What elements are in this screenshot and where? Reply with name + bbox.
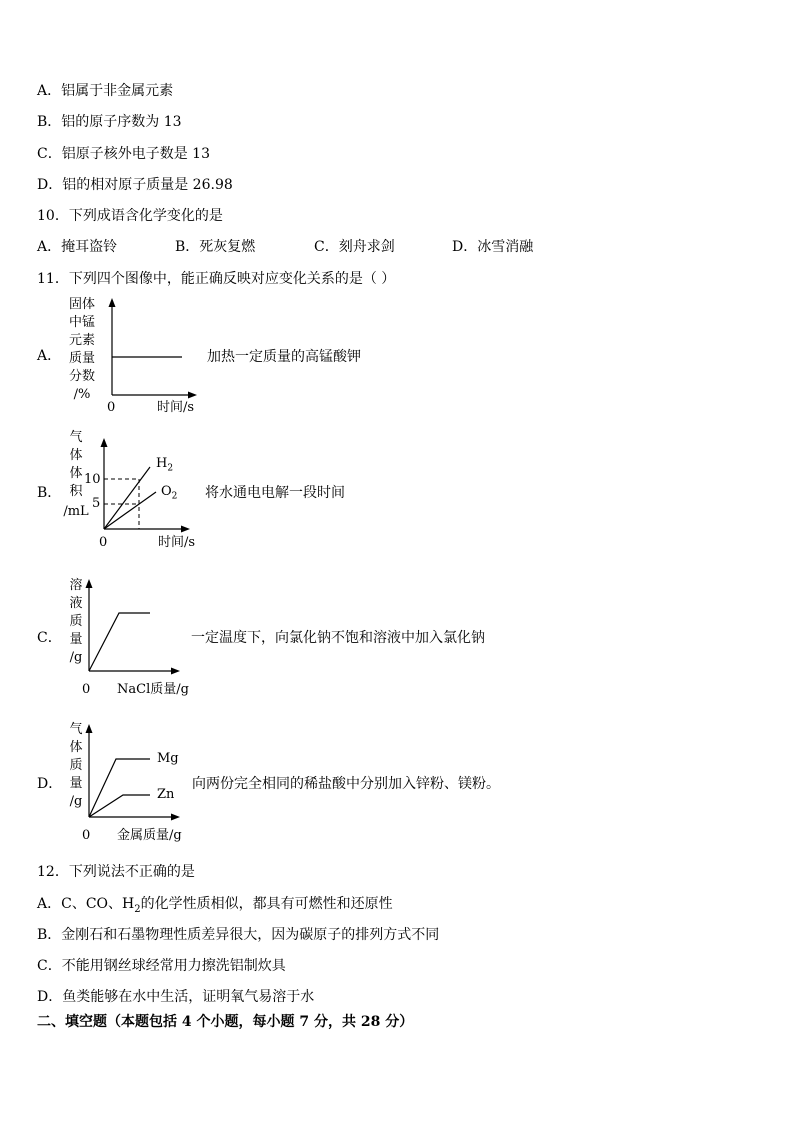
q10-option-d: D．冰雪消融 [452, 239, 534, 255]
q11-d-origin: 0 [82, 828, 91, 843]
q11-c-ylabel-line: /g [69, 650, 83, 665]
q11-a-xlabel: 时间/s [157, 400, 195, 415]
q11-c-description: 一定温度下，向氯化钠不饱和溶液中加入氯化钠 [191, 630, 485, 646]
q12-option-d: D．鱼类能够在水中生活，证明氧气易溶于水 [37, 989, 315, 1005]
q11-d-x-arrow [171, 814, 180, 821]
q11-c-ylabel-line: 质 [69, 614, 83, 629]
q10-option-c: C．刻舟求剑 [314, 239, 395, 255]
q9-option-c: C．铝原子核外电子数是 13 [37, 146, 210, 162]
q11-option-d-label: D． [37, 776, 63, 792]
q11-option-b-label: B． [37, 485, 62, 501]
q11-a-ylabel-line: 固体 [68, 297, 95, 312]
q11-a-description: 加热一定质量的高锰酸钾 [207, 349, 361, 365]
q12-option-c: C．不能用钢丝球经常用力擦洗铝制炊具 [37, 958, 286, 974]
q11-d-ylabel-line: 气 [69, 722, 83, 737]
q11-b-xlabel: 时间/s [158, 535, 196, 550]
q11-d-y-arrow [86, 724, 93, 733]
q11-d-ylabel-line: 体 [69, 740, 83, 755]
q11-d-ylabel-line: /g [69, 794, 83, 809]
q11-c-ylabel-line: 液 [69, 596, 83, 611]
q11-b-ylabel-line: 积 [69, 484, 83, 499]
q11-b-ylabel-line: 体 [69, 448, 83, 463]
q11-d-description: 向两份完全相同的稀盐酸中分别加入锌粉、镁粉。 [192, 776, 500, 792]
q11-b-ylabel-line: 体 [69, 466, 83, 481]
q11-option-a-label: A． [37, 348, 62, 364]
q10-option-b: B．死灰复燃 [175, 239, 256, 255]
q11-a-ylabel-line: 质量 [68, 351, 95, 366]
q11-c-xlabel: NaCl质量/g [117, 682, 189, 697]
q12-stem: 12．下列说法不正确的是 [37, 864, 195, 880]
q11-b-ylabel-line: 气 [69, 430, 83, 445]
q11-c-ylabel-line: 量 [69, 632, 83, 647]
q11-a-ylabel-line: 中锰 [68, 315, 95, 330]
q11-b-tick-5: 5 [92, 496, 101, 511]
q10-option-a: A．掩耳盗铃 [37, 239, 118, 255]
q11-d-mg-label: Mg [157, 751, 179, 766]
q11-b-h2-label: $H_2$ [156, 456, 174, 474]
q12-option-a: A．C、CO、$H_2$的化学性质相似，都具有可燃性和还原性 [37, 896, 393, 915]
q11-d-ylabel-line: 量 [69, 776, 83, 791]
q11-a-origin: 0 [107, 400, 116, 415]
q11-d-mg-line [89, 759, 150, 817]
q11-b-tick-10: 10 [84, 472, 101, 487]
q11-a-ylabel-line: 分数 [68, 369, 95, 384]
q11-b-description: 将水通电电解一段时间 [205, 485, 345, 501]
q11-a-ylabel-line: 元素 [68, 333, 95, 348]
q11-option-c-label: C． [37, 630, 62, 646]
q11-d-ylabel-line: 质 [69, 758, 83, 773]
q11-c-origin: 0 [82, 682, 91, 697]
q11-a-ylabel-line: /% [73, 387, 91, 402]
q9-option-d: D．铝的相对原子质量是 26.98 [37, 177, 233, 193]
q11-d-xlabel: 金属质量/g [117, 828, 182, 843]
q12-option-b: B．金刚石和石墨物理性质差异很大，因为碳原子的排列方式不同 [37, 927, 440, 943]
q11-b-origin: 0 [99, 535, 108, 550]
q10-stem: 10．下列成语含化学变化的是 [37, 208, 223, 224]
q11-b-ylabel-line: /mL [63, 504, 89, 519]
section2-heading: 二、填空题（本题包括 4 个小题，每小题 7 分，共 28 分） [37, 1014, 414, 1030]
q9-option-b: B．铝的原子序数为 13 [37, 114, 182, 130]
q11-d-zn-label: Zn [157, 787, 175, 802]
q11-c-ylabel-line: 溶 [69, 578, 83, 593]
q9-option-a: A．铝属于非金属元素 [37, 83, 174, 99]
q11-stem: 11．下列四个图像中，能正确反映对应变化关系的是（ ） [37, 271, 396, 287]
q11-b-o2-label: $O_2$ [161, 484, 178, 502]
